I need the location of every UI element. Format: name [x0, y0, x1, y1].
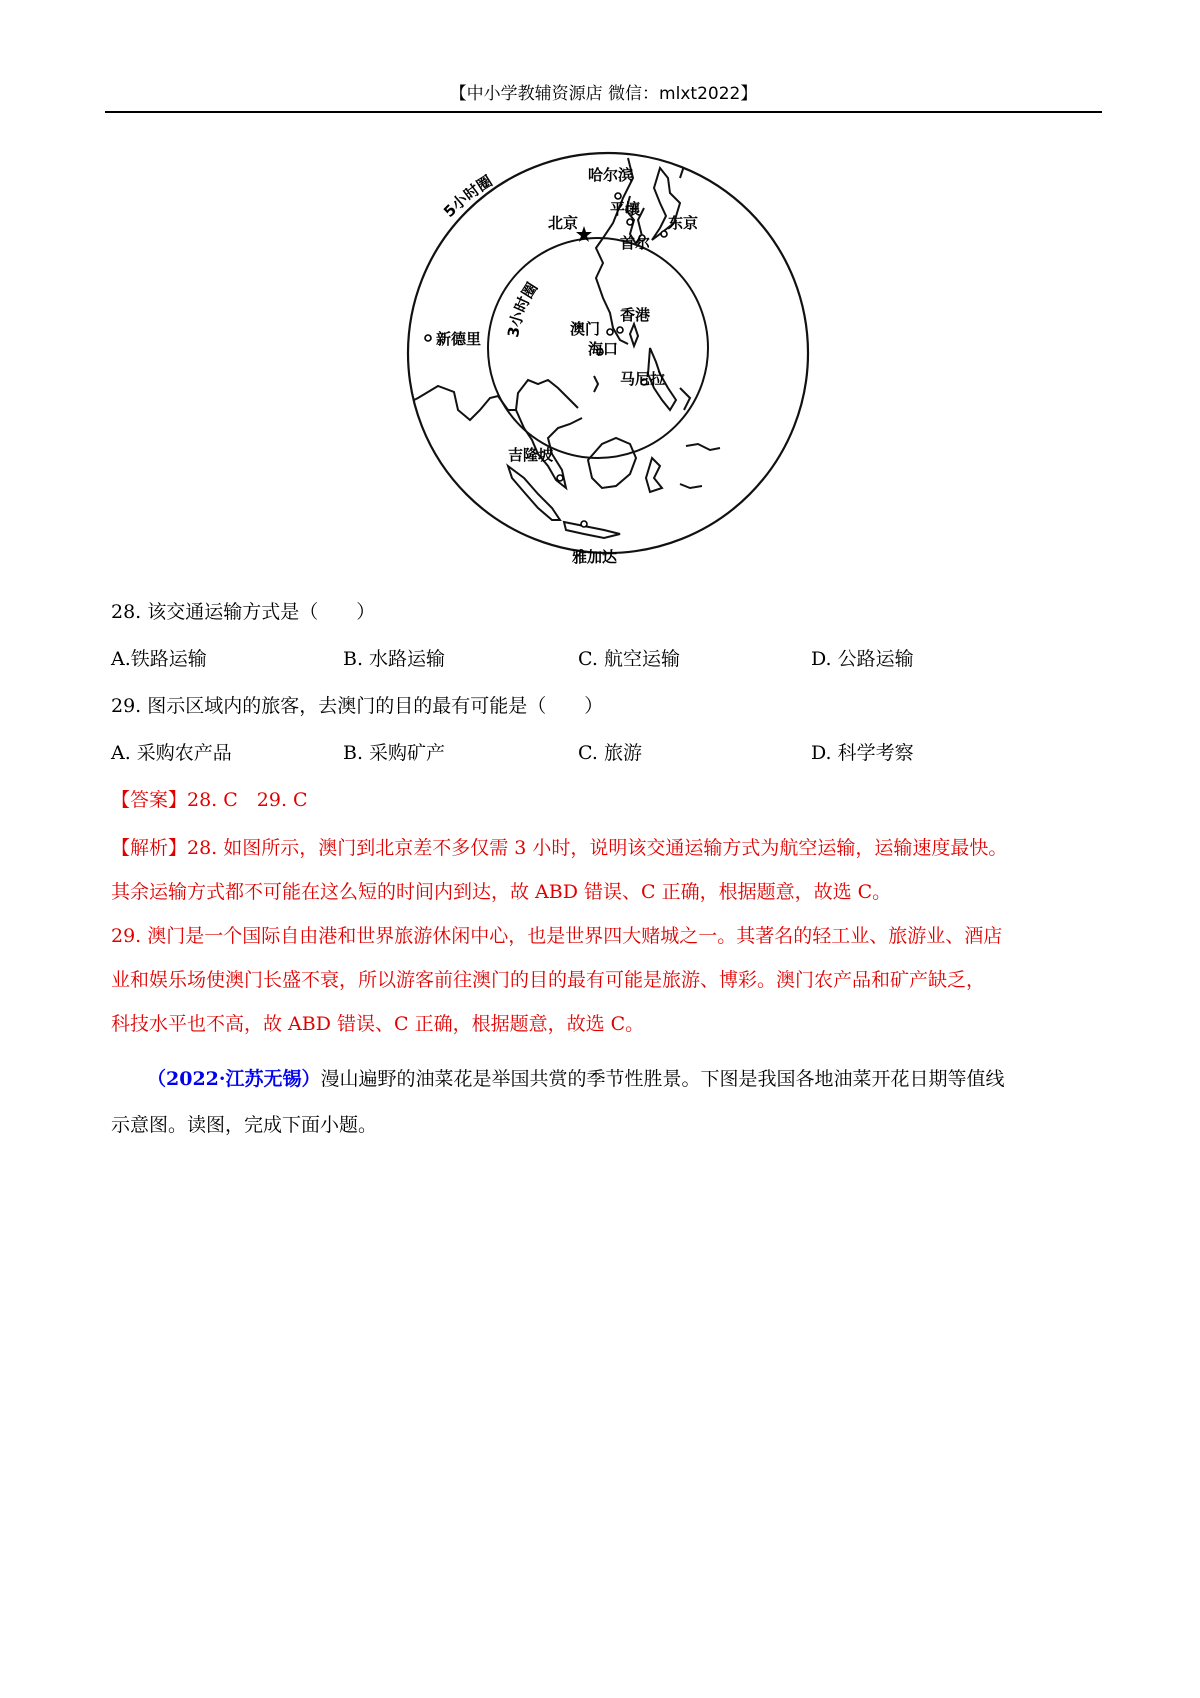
jakarta-marker — [581, 521, 587, 527]
analysis-29-line-3: 科技水平也不高，故 ABD 错误、C 正确，根据题意，故选 C。 — [111, 1013, 645, 1035]
label-manila: 马尼拉 — [620, 370, 666, 388]
q29-option-c: C. 旅游 — [578, 742, 642, 764]
label-new-delhi: 新德里 — [436, 330, 482, 348]
q28-stem: 28. 该交通运输方式是（ ） — [111, 601, 376, 623]
new-delhi-marker — [425, 335, 431, 341]
q29-option-d: D. 科学考察 — [811, 742, 914, 764]
sulawesi — [646, 458, 662, 492]
label-seoul: 首尔 — [620, 234, 651, 252]
q29-stem: 29. 图示区域内的旅客，去澳门的目的最有可能是（ ） — [111, 695, 604, 717]
label-pyongyang: 平壤 — [610, 200, 641, 218]
label-kuala-lumpur: 吉隆坡 — [508, 446, 554, 464]
analysis-28-line-2: 其余运输方式都不可能在这么短的时间内到达，故 ABD 错误、C 正确，根据题意，故选 C。 — [111, 881, 892, 903]
flight-time-map — [398, 148, 818, 578]
analysis-28-line-1: 【解析】28. 如图所示，澳门到北京差不多仅需 3 小时，说明该交通运输方式为航空运输，运输速度最快。 — [111, 837, 1008, 859]
analysis-29-line-2: 业和娱乐场使澳门长盛不衰，所以游客前往澳门的目的最有可能是旅游、博彩。澳门农产品和矿产缺乏， — [111, 969, 986, 991]
india-coast — [398, 386, 516, 420]
analysis-block — [111, 826, 1101, 1046]
inner-ring-label: 3小时圈 — [504, 279, 542, 339]
intro-line-1: 漫山遍野的油菜花是举国共赏的季节性胜景。下图是我国各地油菜开花日期等值线 — [320, 1068, 1005, 1090]
q28-option-c: C. 航空运输 — [578, 648, 680, 670]
label-hong-kong: 香港 — [620, 306, 651, 324]
analysis-29-line-1: 29. 澳门是一个国际自由港和世界旅游休闲中心，也是世界四大赌城之一。其著名的轻工业、旅游业、酒店 — [111, 925, 1003, 947]
hong-kong-marker — [617, 327, 623, 333]
harbin-marker — [615, 193, 621, 199]
label-tokyo: 东京 — [668, 214, 699, 232]
kuala-lumpur-marker — [557, 475, 563, 481]
svg-text:5小时圈 — [440, 172, 495, 221]
q28-option-b: B. 水路运输 — [343, 648, 446, 670]
q29-option-b: B. 采购矿产 — [343, 742, 446, 764]
intro-line-2: 示意图。读图，完成下面小题。 — [111, 1114, 378, 1136]
java — [564, 522, 620, 538]
next-question-intro — [111, 1056, 1101, 1148]
label-jakarta: 雅加达 — [572, 548, 618, 566]
label-beijing: 北京 — [548, 214, 579, 232]
macau-marker — [607, 329, 613, 335]
q29-option-a: A. 采购农产品 — [111, 742, 232, 764]
label-macau: 澳门 — [570, 320, 601, 338]
answer-line: 【答案】28. C 29. C — [111, 789, 308, 811]
borneo — [588, 438, 636, 488]
outer-ring-label: 5小时圈 — [440, 171, 496, 221]
label-haikou: 海口 — [588, 340, 619, 358]
question-source: （2022·江苏无锡） — [147, 1068, 321, 1090]
svg-text:3小时圈 — [504, 279, 541, 338]
pyongyang-marker — [627, 219, 633, 225]
taiwan — [630, 324, 638, 346]
q28-option-a: A.铁路运输 — [111, 648, 207, 670]
indochina — [516, 380, 582, 488]
page-header: 【中小学教辅资源店 微信：mlxt2022】 — [449, 84, 758, 104]
tokyo-marker — [661, 231, 667, 237]
label-harbin: 哈尔滨 — [588, 166, 634, 184]
q28-option-d: D. 公路运输 — [811, 648, 914, 670]
header-rule — [105, 111, 1102, 113]
